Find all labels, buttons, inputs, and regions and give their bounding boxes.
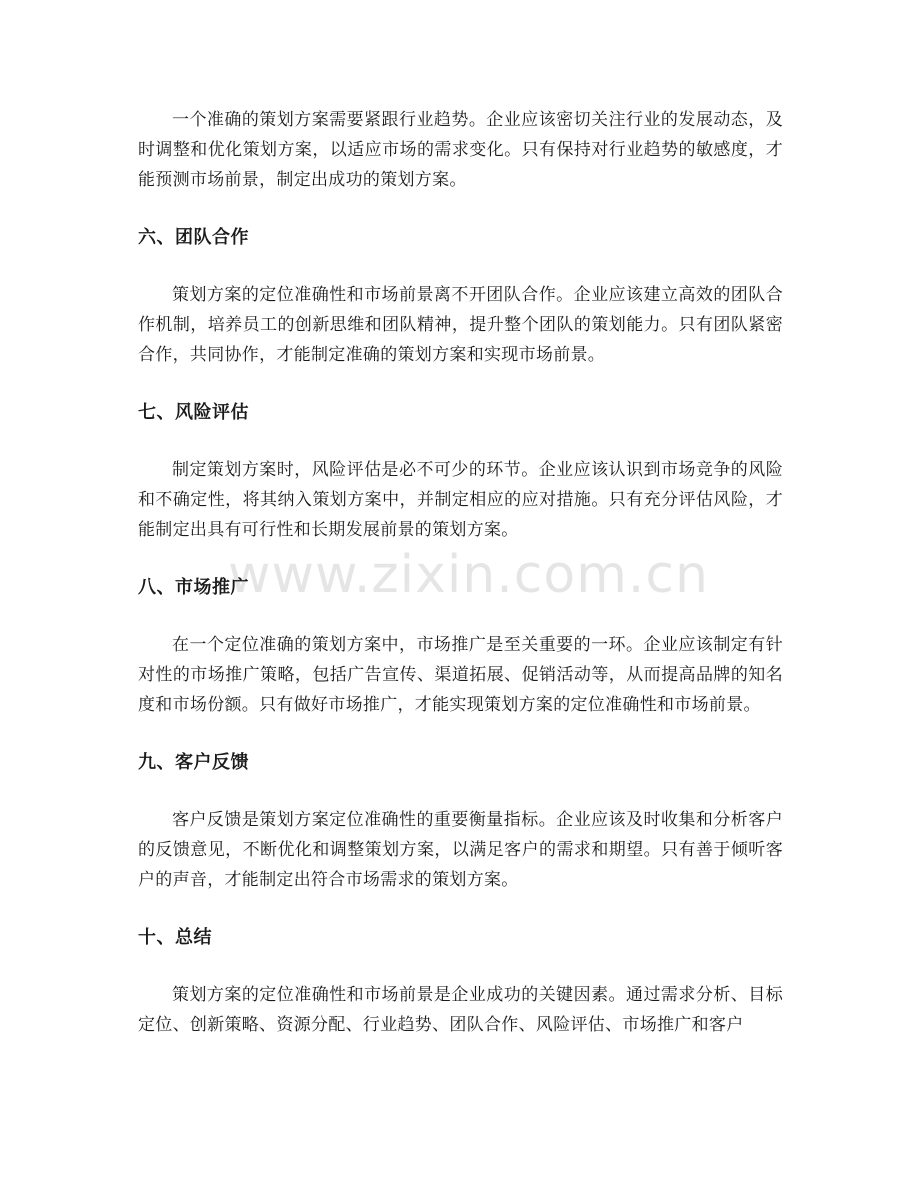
spacer: [138, 778, 783, 805]
section-heading-feedback: 九、客户反馈: [138, 752, 249, 773]
section-body-marketing: 在一个定位准确的策划方案中，市场推广是至关重要的一环。企业应该制定有针对性的市场推广策略，包括广告宣传、渠道拓展、促销活动等，从而提高品牌的知名度和市场份额。只有做好市场推广，才能实现策划方案的定位准确性和市场前景。: [138, 635, 783, 715]
spacer: [138, 195, 783, 223]
section-body-team: 策划方案的定位准确性和市场前景离不开团队合作。企业应该建立高效的团队合作机制，培养员工的创新思维和团队精神，提升整个团队的策划能力。只有团队紧密合作，共同协作，才能制定准确的策划方案和实现市场前景。: [138, 285, 783, 365]
spacer: [138, 895, 783, 923]
document-content: [138, 105, 783, 1040]
section-heading-risk: 七、风险评估: [138, 402, 249, 423]
section-heading-marketing: 八、市场推广: [138, 577, 249, 598]
watermark: www.zixin.com.cn: [228, 545, 709, 605]
section-body-risk: 制定策划方案时，风险评估是必不可少的环节。企业应该认识到市场竞争的风险和不确定性，将其纳入策划方案中，并制定相应的应对措施。只有充分评估风险，才能制定出具有可行性和长期发展前景的策划方案。: [138, 460, 783, 540]
section-body-summary: 策划方案的定位准确性和市场前景是企业成功的关键因素。通过需求分析、目标定位、创新策略、资源分配、行业趋势、团队合作、风险评估、市场推广和客户: [138, 985, 783, 1035]
spacer: [138, 953, 783, 980]
intro-paragraph: 一个准确的策划方案需要紧跟行业趋势。企业应该密切关注行业的发展动态，及时调整和优化策划方案，以适应市场的需求变化。只有保持对行业趋势的敏感度，才能预测市场前景，制定出成功的策划方案。: [138, 110, 783, 190]
spacer: [138, 603, 783, 630]
spacer: [138, 253, 783, 280]
section-body-feedback: 客户反馈是策划方案定位准确性的重要衡量指标。企业应该及时收集和分析客户的反馈意见，不断优化和调整策划方案，以满足客户的需求和期望。只有善于倾听客户的声音，才能制定出符合市场需求的策划方案。: [138, 810, 783, 890]
spacer: [138, 370, 783, 398]
spacer: [138, 545, 783, 573]
spacer: [138, 720, 783, 748]
spacer: [138, 428, 783, 455]
section-heading-summary: 十、总结: [138, 927, 212, 948]
section-heading-team: 六、团队合作: [138, 227, 249, 248]
